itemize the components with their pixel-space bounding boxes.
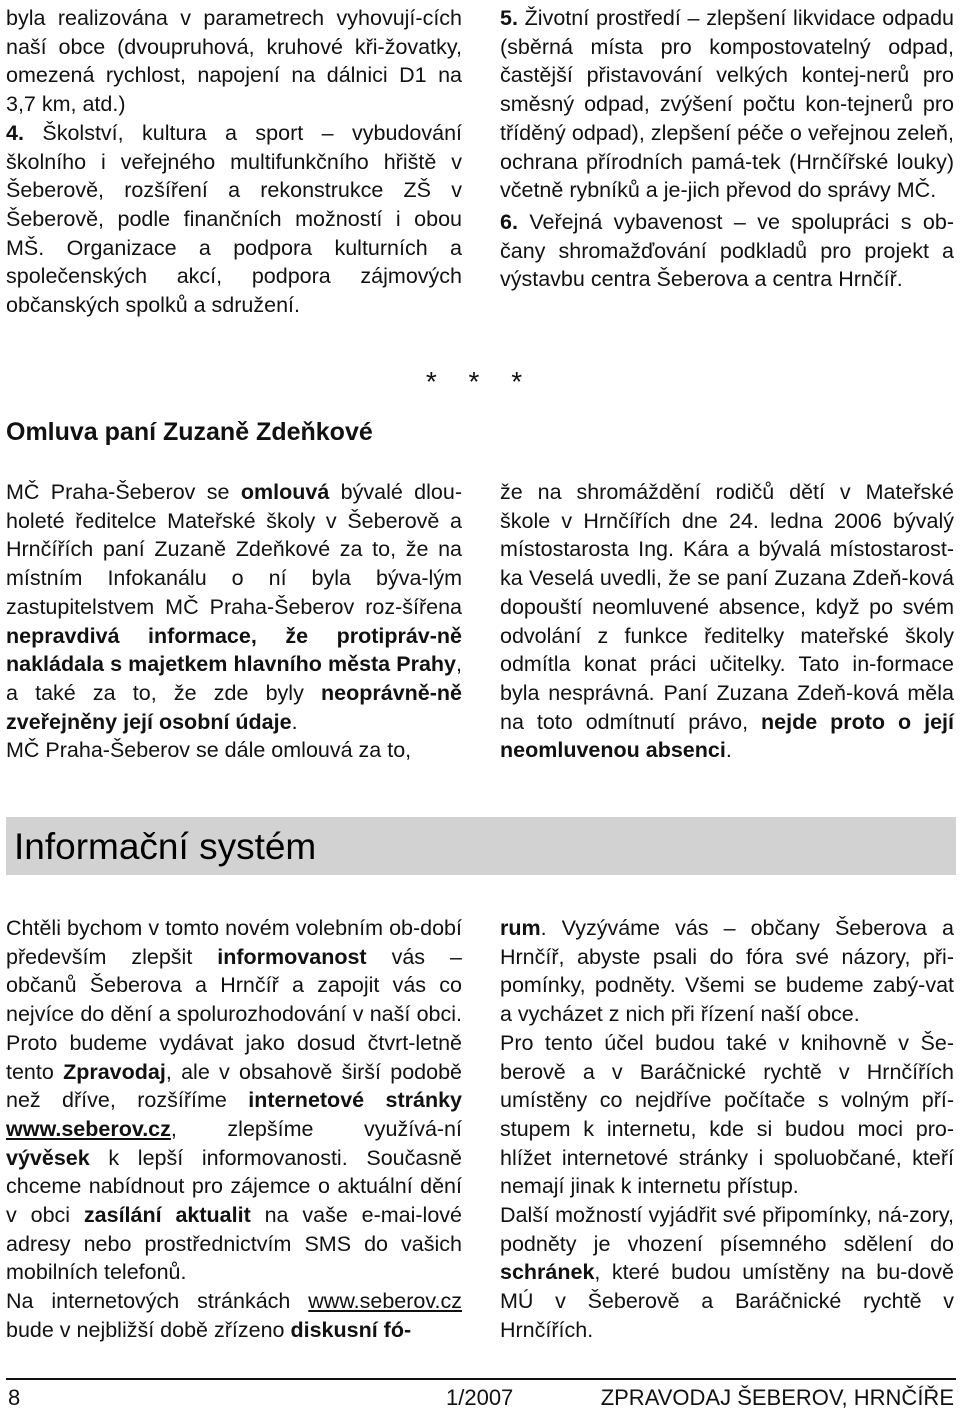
paragraph: 5. Životní prostředí – zlepšení likvidace odpadu (sběrná místa pro kompostovatelný odpad, častější přistavování velkých kontej-nerů pro směsný odpad, zvýšení počtu kon-tejnerů pro tříděný odpad), zlepšení péče o veřejnou zeleň, ochrana přírodních pamá-tek (Hrnčířské louky) včetně rybníků a je-jich převod do správy MČ. <box>500 6 954 203</box>
apology-right-column <box>500 478 954 765</box>
paragraph: Další možností vyjádřit své připomínky, ná-zory, podněty je vhození písemného sdělení do schránek, které budou umístěny na bu-dově MÚ v Šeberově a Baráčnické rychtě v Hrnčířích. <box>500 1203 954 1342</box>
apology-heading: Omluva paní Zuzaně Zdeňkové <box>6 418 373 446</box>
top-left-column <box>6 4 462 320</box>
paragraph: Chtěli bychom v tomto novém volebním ob-dobí především zlepšit informovanost vás – občanů Šeberova a Hrnčíř a zapojit vás co nejvíce do dění a spolurozhodování v naší obci. Proto budeme vydávat jako dosud čtvrt-letně tento Zpravodaj, ale v obsahově širší podobě než dříve, rozšíříme internetové stránky www.seberov.cz, zlepšíme využívá-ní vývěsek k lepší informovanosti. Současně chceme nabídnout pro zájemce o aktuální dění v obci zasílání aktualit na vaše e-mai-lové adresy nebo prostřednictvím SMS do vašich mobilních telefonů. <box>6 916 463 1285</box>
item-number: 5. <box>500 6 518 30</box>
paragraph: byla realizována v parametrech vyhovují-cích naší obce (dvoupruhová, kruhové kři-žovatky, omezená rychlost, napojení na dálnici D1 na 3,7 km, atd.) <box>6 6 462 117</box>
item-number: 6. <box>500 209 518 234</box>
top-right-column <box>500 4 954 294</box>
publication-name: ZPRAVODAJ ŠEBEROV, HRNČÍŘE <box>600 1385 954 1410</box>
paragraph: Na internetových stránkách www.seberov.cz bude v nejbližší době zřízeno diskusní fó- <box>6 1289 462 1342</box>
footer-divider <box>6 1378 956 1380</box>
apology-left-column <box>6 478 462 765</box>
website-link[interactable]: www.seberov.cz <box>6 1116 171 1141</box>
website-link[interactable]: www.seberov.cz <box>308 1289 462 1314</box>
paragraph: MČ Praha-Šeberov se omlouvá bývalé dlou-holeté ředitelce Mateřské školy v Šeberově a Hrnčířích paní Zuzaně Zdeňkové za to, že na místním Infokanálu o ní byla býva-lým zastupitelstvem MČ Praha-Šeberov roz-šířena nepravdivá informace, že protipráv-ně nakládala s majetkem hlavního města Prahy, a také za to, že zde byly neoprávně-ně zveřejněny její osobní údaje. <box>6 480 462 734</box>
info-right-column <box>500 914 954 1345</box>
info-left-column <box>6 914 462 1345</box>
paragraph: Pro tento účel budou také v knihovně v Še-berově a v Baráčnické rychtě v Hrnčířích umístěny co nejdříve počítače s volným pří-stupem k internetu, kde si budou moci pro-hlížet internetové stránky i spoluobčané, kteří nemají jinak k internetu přístup. <box>500 1030 954 1199</box>
issue-number: 1/2007 <box>446 1385 514 1410</box>
paragraph: MČ Praha-Šeberov se dále omlouvá za to, <box>6 738 412 763</box>
section-title-banner <box>6 817 956 875</box>
paragraph: 4. Školství, kultura a sport – vybudování školního i veřejného multifunkčního hřiště v Šeberově, rozšíření a rekonstrukce ZŠ v Šeberově, podle finančních možností i obou MŠ. Organizace a podpora kulturních a společenských akcí, podpora zájmových občanských spolků a sdružení. <box>6 120 462 318</box>
section-separator: * * * <box>425 366 535 397</box>
page-number: 8 <box>8 1385 21 1410</box>
paragraph: že na shromáždění rodičů dětí v Mateřské škole v Hrnčířích dne 24. ledna 2006 bývalý místostarosta Ing. Kára a bývalá místostarost-ka Veselá uvedli, že se paní Zuzana Zdeň-ková dopouští neomluvené absence, když po svém odvolání z funkce ředitelky mateřské školy odmítla konat práci učitelky. Tato in-formace byla nesprávná. Paní Zuzana Zdeň-ková měla na toto odmítnutí právo, nejde proto o její neomluvenou absenci. <box>500 480 954 763</box>
paragraph: rum. Vyzýváme vás – občany Šeberova a Hrnčíř, abyste psali do fóra své názory, při-pomínky, podněty. Všemi se budeme zabý-vat a vycházet z nich při řízení naší obce. <box>500 916 954 1027</box>
section-title: Informační systém <box>14 826 317 867</box>
item-number: 4. <box>6 120 24 145</box>
paragraph: 6. Veřejná vybavenost – ve spolupráci s ob-čany shromažďování podkladů pro projekt a výstavbu centra Šeberova a centra Hrnčíř. <box>500 209 954 292</box>
